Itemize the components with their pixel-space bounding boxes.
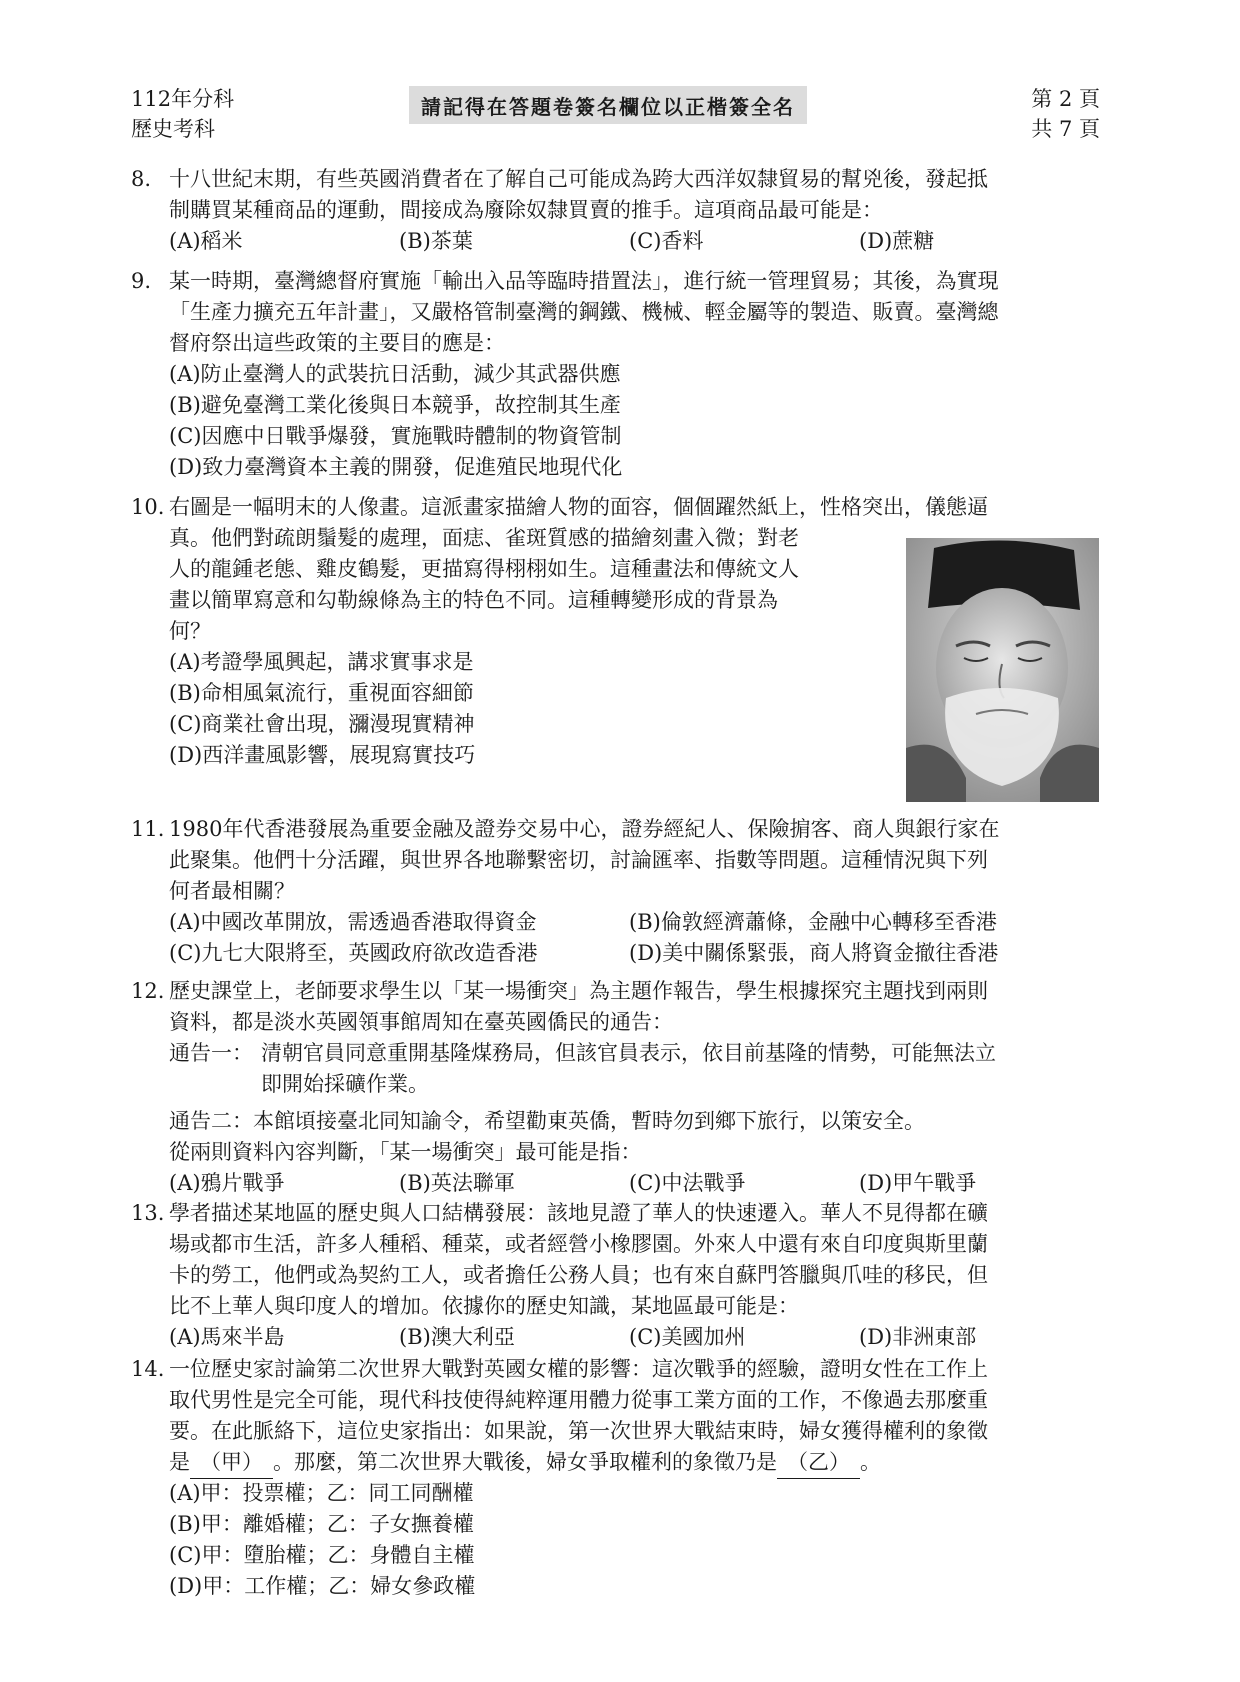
question-stem-line: 制購買某種商品的運動，間接成為廢除奴隸買賣的推手。這項商品最可能是： (169, 198, 883, 222)
question-stem-line: 1980年代香港發展為重要金融及證券交易中心，證券經紀人、保險掮客、商人與銀行家在 (169, 817, 1000, 841)
question-number: 10. (131, 495, 165, 519)
option-d[interactable]: (D)西洋畫風影響，展現寫實技巧 (169, 743, 476, 767)
question-number: 11. (131, 817, 165, 841)
option-c[interactable]: (C)香料 (629, 229, 704, 253)
option-a[interactable]: (A)考證學風興起，講求實事求是 (169, 650, 474, 674)
question-stem-line: 學者描述某地區的歷史與人口結構發展：該地見證了華人的快速遷入。華人不見得都在礦 (169, 1201, 988, 1225)
option-b[interactable]: (B)避免臺灣工業化後與日本競爭，故控制其生產 (169, 393, 621, 417)
notice-2: 通告二：本館頃接臺北同知諭令，希望勸東英僑，暫時勿到鄉下旅行，以策安全。 (169, 1109, 925, 1133)
option-a[interactable]: (A)中國改革開放，需透過香港取得資金 (169, 910, 537, 934)
blank-middle-text: 。那麼，第二次世界大戰後，婦女爭取權利的象徵乃是 (273, 1450, 777, 1474)
question-number: 13. (131, 1201, 165, 1225)
question-stem-line: 何者最相關？ (169, 879, 295, 903)
option-b[interactable]: (B)澳大利亞 (399, 1325, 515, 1349)
blank-prefix-text: 是 (169, 1450, 190, 1474)
option-b[interactable]: (B)甲：離婚權；乙：子女撫養權 (169, 1512, 474, 1536)
option-b[interactable]: (B)英法聯軍 (399, 1171, 515, 1195)
question-stem-line: 此聚集。他們十分活躍，與世界各地聯繫密切，討論匯率、指數等問題。這種情況與下列 (169, 848, 988, 872)
option-c[interactable]: (C)美國加州 (629, 1325, 746, 1349)
question-stem-line: 「生產力擴充五年計畫」，又嚴格管制臺灣的鋼鐵、機械、輕金屬等的製造、販賣。臺灣總 (169, 300, 999, 324)
question-stem-line: 十八世紀末期，有些英國消費者在了解自己可能成為跨大西洋奴隸貿易的幫兇後，發起抵 (169, 167, 988, 191)
option-b[interactable]: (B)命相風氣流行，重視面容細節 (169, 681, 474, 705)
question-stem-line: 真。他們對疏朗鬚髮的處理，面痣、雀斑質感的描繪刻畫入微；對老 (169, 526, 799, 550)
notice-1-line: 即開始採礦作業。 (261, 1072, 429, 1096)
question-stem-line: 某一時期，臺灣總督府實施「輸出入品等臨時措置法」，進行統一管理貿易；其後，為實現 (169, 269, 999, 293)
question-number: 8. (131, 167, 152, 191)
header-subject-name: 歷史考科 (131, 117, 215, 141)
option-a[interactable]: (A)鴉片戰爭 (169, 1171, 285, 1195)
question-stem-line: 場或都市生活，許多人種稻、種菜，或者經營小橡膠園。外來人中還有來自印度與斯里蘭 (169, 1232, 988, 1256)
question-stem-line: 右圖是一幅明末的人像畫。這派畫家描繪人物的面容，個個躍然紙上，性格突出，儀態逼 (169, 495, 988, 519)
question-prompt: 從兩則資料內容判斷，「某一場衝突」最可能是指： (169, 1140, 642, 1164)
option-c[interactable]: (C)九七大限將至，英國政府欲改造香港 (169, 941, 538, 965)
header-sign-reminder: 請記得在答題卷簽名欄位以正楷簽全名 (409, 86, 807, 124)
notice-1-line: 清朝官員同意重開基隆煤務局，但該官員表示，依目前基隆的情勢，可能無法立 (261, 1041, 996, 1065)
question-stem-line: 何？ (169, 619, 211, 643)
option-c[interactable]: (C)因應中日戰爭爆發，實施戰時體制的物資管制 (169, 424, 622, 448)
option-b[interactable]: (B)茶葉 (399, 229, 473, 253)
option-a[interactable]: (A)稻米 (169, 229, 243, 253)
option-b[interactable]: (B)倫敦經濟蕭條，金融中心轉移至香港 (629, 910, 997, 934)
question-stem-line: 督府祭出這些政策的主要目的應是： (169, 331, 505, 355)
portrait-drawing (906, 538, 1099, 802)
notice-1-label: 通告一： (169, 1041, 253, 1065)
question-stem-line: 取代男性是完全可能，現代科技使得純粹運用體力從事工業方面的工作，不像過去那麼重 (169, 1388, 988, 1412)
option-d[interactable]: (D)甲：工作權；乙：婦女參政權 (169, 1574, 476, 1598)
question-number: 9. (131, 269, 152, 293)
question-stem-line: 比不上華人與印度人的增加。依據你的歷史知識，某地區最可能是： (169, 1294, 799, 1318)
header-exam-year: 112年分科 (131, 87, 235, 111)
header-page-total: 共 7 頁 (1031, 117, 1100, 141)
header-page-number: 第 2 頁 (1031, 87, 1100, 111)
question-number: 12. (131, 979, 165, 1003)
option-d[interactable]: (D)致力臺灣資本主義的開發，促進殖民地現代化 (169, 455, 623, 479)
question-stem-line: 卡的勞工，他們或為契約工人，或者擔任公務人員；也有來自蘇門答臘與爪哇的移民，但 (169, 1263, 988, 1287)
blank-jia: （甲） (190, 1447, 273, 1479)
question-stem-line: 一位歷史家討論第二次世界大戰對英國女權的影響：這次戰爭的經驗，證明女性在工作上 (169, 1357, 988, 1381)
header-subject (131, 84, 234, 144)
question-stem-line: 畫以簡單寫意和勾勒線條為主的特色不同。這種轉變形成的背景為 (169, 588, 778, 612)
blank-suffix-text: 。 (860, 1450, 881, 1474)
option-a[interactable]: (A)甲：投票權；乙：同工同酬權 (169, 1481, 474, 1505)
option-d[interactable]: (D)非洲東部 (859, 1325, 977, 1349)
question-stem-line: 歷史課堂上，老師要求學生以「某一場衝突」為主題作報告，學生根據探究主題找到兩則 (169, 979, 988, 1003)
option-a[interactable]: (A)防止臺灣人的武裝抗日活動，減少其武器供應 (169, 362, 621, 386)
question-number: 14. (131, 1357, 165, 1381)
option-a[interactable]: (A)馬來半島 (169, 1325, 285, 1349)
option-d[interactable]: (D)美中關係緊張，商人將資金撤往香港 (629, 941, 999, 965)
question-stem-line: 資料，都是淡水英國領事館周知在臺英國僑民的通告： (169, 1010, 673, 1034)
option-d[interactable]: (D)蔗糖 (859, 229, 935, 253)
question-stem-line-blanks (169, 1447, 988, 1479)
option-c[interactable]: (C)中法戰爭 (629, 1171, 746, 1195)
option-c[interactable]: (C)甲：墮胎權；乙：身體自主權 (169, 1543, 475, 1567)
question-stem-line: 要。在此脈絡下，這位史家指出：如果說，第一次世界大戰結束時，婦女獲得權利的象徵 (169, 1419, 988, 1443)
header-page-info (1010, 84, 1100, 144)
option-d[interactable]: (D)甲午戰爭 (859, 1171, 977, 1195)
ming-portrait-image (906, 538, 1099, 802)
option-c[interactable]: (C)商業社會出現，瀰漫現實精神 (169, 712, 475, 736)
blank-yi: （乙） (777, 1447, 860, 1479)
question-stem-line: 人的龍鍾老態、雞皮鶴髮，更描寫得栩栩如生。這種畫法和傳統文人 (169, 557, 799, 581)
